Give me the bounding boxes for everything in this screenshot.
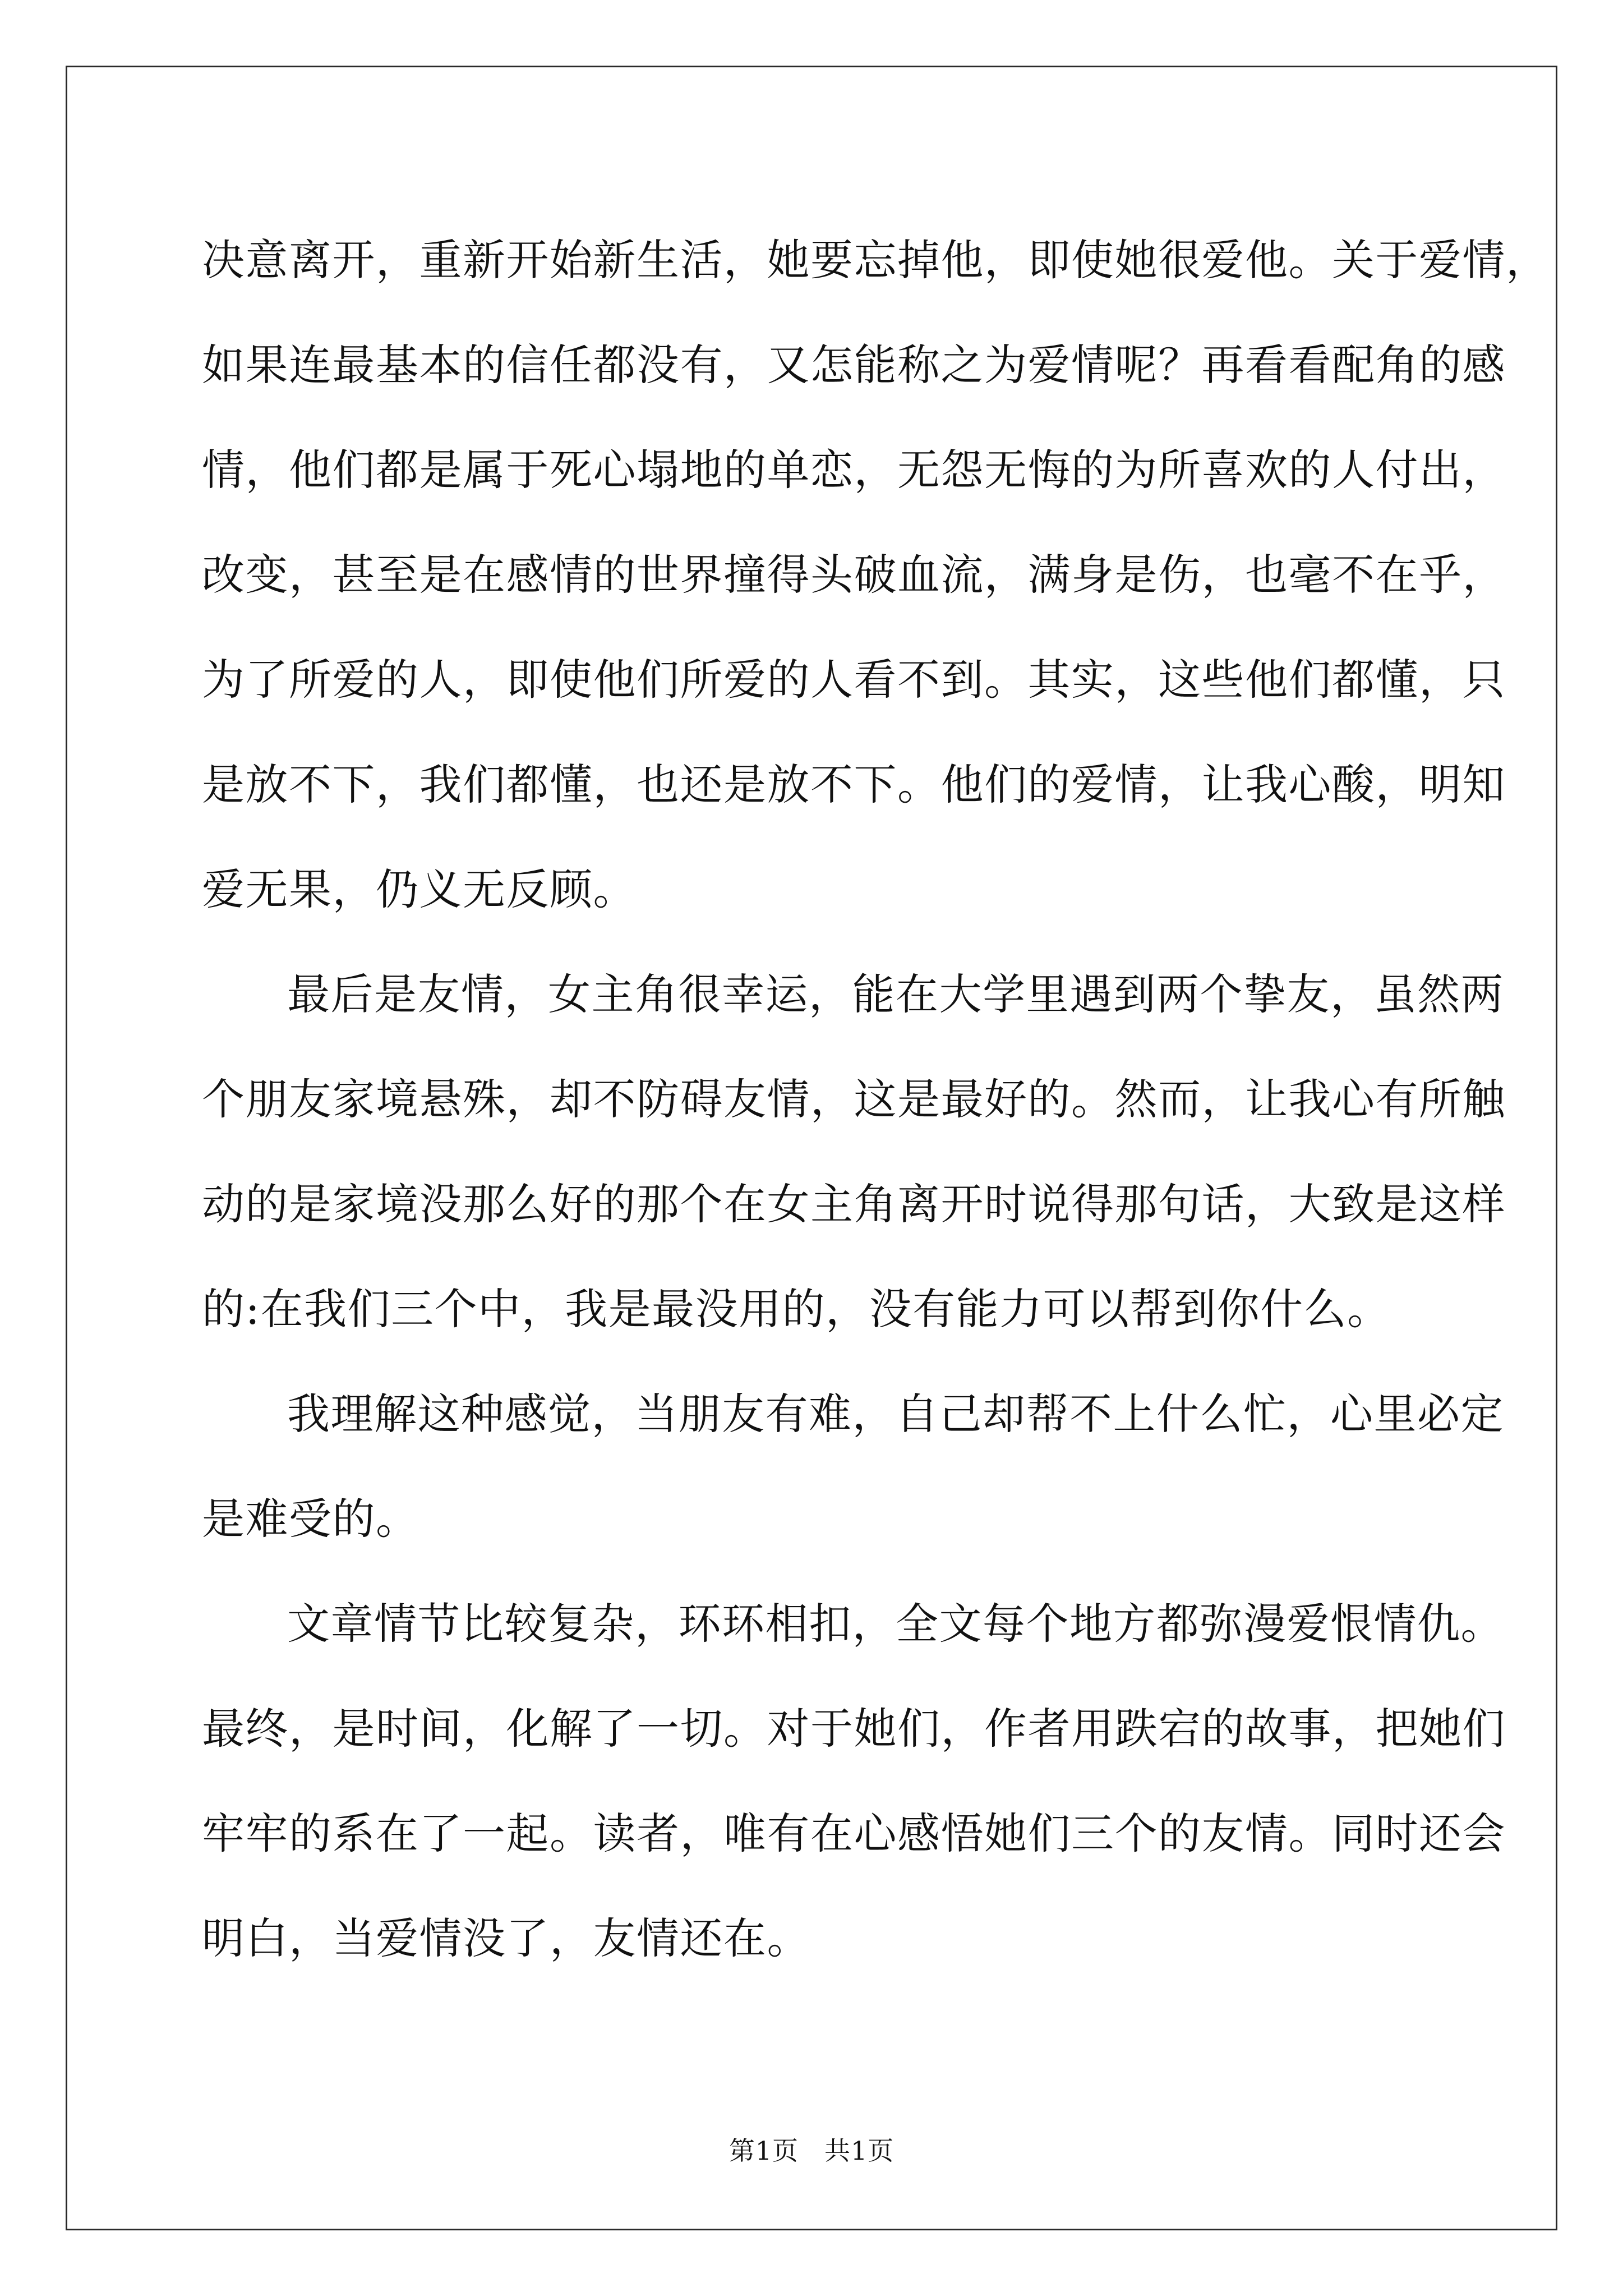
text-line: 为了所爱的人，即使他们所爱的人看不到。其实，这些他们都懂，只 xyxy=(202,655,1506,705)
text-line: 是放不下，我们都懂，也还是放不下。他们的爱情，让我心酸，明知 xyxy=(202,760,1506,809)
paragraph-start-line: 我理解这种感觉，当朋友有难，自己却帮不上什么忙，心里必定 xyxy=(287,1389,1504,1439)
text-line: 动的是家境没那么好的那个在女主角离开时说得那句话，大致是这样 xyxy=(202,1179,1506,1229)
text-line: 明白，当爱情没了，友情还在。 xyxy=(202,1913,810,1963)
text-line: 牢牢的系在了一起。读者，唯有在心感悟她们三个的友情。同时还会 xyxy=(202,1809,1506,1858)
text-line: 情，他们都是属于死心塌地的单恋，无怨无悔的为所喜欢的人付出， xyxy=(202,445,1506,495)
paragraph-start-line: 文章情节比较复杂，环环相扣，全文每个地方都弥漫爱恨情仇。 xyxy=(287,1599,1504,1649)
text-line: 最终，是时间，化解了一切。对于她们，作者用跌宕的故事，把她们 xyxy=(202,1704,1506,1754)
text-line: 如果连最基本的信任都没有，又怎能称之为爱情呢？再看看配角的感 xyxy=(202,340,1506,390)
text-line: 改变，甚至是在感情的世界撞得头破血流，满身是伤，也毫不在乎， xyxy=(202,550,1506,600)
text-line: 个朋友家境悬殊，却不防碍友情，这是最好的。然而，让我心有所触 xyxy=(202,1074,1506,1124)
page-number-total: 共1页 xyxy=(824,2136,895,2166)
text-line: 爱无果，仍义无反顾。 xyxy=(202,864,637,914)
paragraph-start-line: 最后是友情，女主角很幸运，能在大学里遇到两个挚友，虽然两 xyxy=(287,969,1504,1019)
text-line: 的:在我们三个中，我是最没用的，没有能力可以帮到你什么。 xyxy=(202,1284,1391,1334)
text-line: 决意离开，重新开始新生活，她要忘掉他，即使她很爱他。关于爱情， xyxy=(202,235,1550,285)
page-footer xyxy=(0,2131,1623,2168)
page-number-current: 第1页 xyxy=(728,2136,799,2166)
document-body xyxy=(202,208,1550,1991)
text-line: 是难受的。 xyxy=(202,1494,419,1544)
